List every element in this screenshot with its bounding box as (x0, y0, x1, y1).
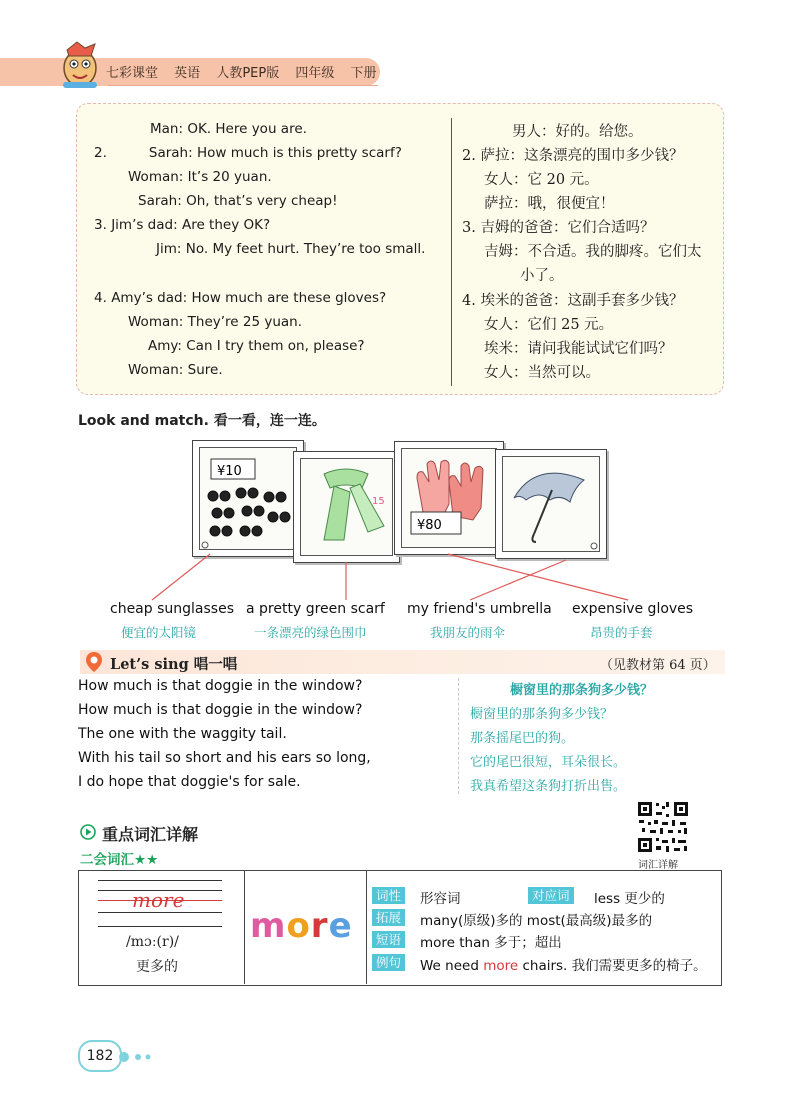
vocab-word-handwritten: more (132, 888, 185, 912)
header-grade: 四年级 (295, 66, 335, 81)
tag-opposite: 对应词 (528, 887, 574, 904)
vocab-extension: many(原级)多的 most(最高级)最多的 (420, 913, 653, 929)
header-volume: 下册 (350, 66, 377, 81)
word-cn: 一条漂亮的绿色围巾 (254, 625, 367, 640)
dialogue-line: Jim: No. My feet hurt. They’re too small. (156, 241, 426, 257)
sing-page-ref: （见教材第 64 页） (600, 658, 716, 673)
vocab-pos: 形容词 (420, 891, 461, 907)
tag-pos: 词性 (372, 887, 405, 904)
dialogue-cn-line: 男人：好的。给您。 (512, 124, 643, 140)
song-cn-line: 那条摇尾巴的狗。 (470, 731, 575, 746)
word-friends-umbrella: my friend's umbrella (407, 601, 552, 617)
play-icon (80, 824, 96, 840)
dialogue-line: Woman: Sure. (128, 362, 223, 378)
dialogue-cn-line: 女人：它 20 元。 (484, 172, 599, 188)
word-cn: 我朋友的雨伞 (430, 625, 506, 640)
vocab-opposite: less 更少的 (594, 891, 665, 907)
dialogue-line: Woman: It’s 20 yuan. (128, 169, 272, 185)
header-series: 七彩课堂 (106, 66, 159, 81)
dialogue-line: 4. Amy’s dad: How much are these gloves? (94, 290, 387, 306)
vocab-word-cell (78, 870, 245, 984)
dialogue-cn-line: 吉姆：不合适。我的脚疼。它们太 (484, 244, 702, 260)
vocab-title: 重点词汇详解 (102, 825, 199, 844)
page-number: 182 (78, 1040, 122, 1072)
sing-title: Let’s sing 唱一唱 (110, 656, 238, 673)
song-line: With his tail so short and his ears so long, (78, 750, 371, 766)
dialogue-cn-line: 萨拉：哦，很便宜！ (484, 196, 615, 212)
vocab-word-art (250, 906, 353, 946)
vocab-level: 二会词汇★★ (80, 852, 159, 868)
art-letter-e: e (328, 906, 353, 946)
song-cn-line: 它的尾巴很短，耳朵很长。 (470, 755, 627, 770)
song-line: The one with the waggity tail. (78, 726, 287, 742)
dialogue-line: Woman: They’re 25 yuan. (128, 314, 303, 330)
qr-code-icon[interactable] (636, 800, 690, 854)
song-line: How much is that doggie in the window? (78, 702, 363, 718)
art-letter-o: o (286, 906, 311, 946)
vocab-art-cell (244, 870, 367, 984)
word-green-scarf: a pretty green scarf (246, 601, 385, 617)
dialogue-line: Man: OK. Here you are. (150, 121, 307, 137)
dialogue-cn-line: 2. 萨拉：这条漂亮的围巾多少钱？ (462, 148, 684, 164)
tag-phrase: 短语 (372, 931, 405, 948)
vocab-phrase: more than 多于；超出 (420, 935, 562, 951)
dialogue-cn-line: 女人：当然可以。 (484, 365, 600, 381)
dialogue-cn-line: 女人：它们 25 元。 (484, 317, 614, 333)
word-cn: 便宜的太阳镜 (121, 625, 197, 640)
word-expensive-gloves: expensive gloves (572, 601, 694, 617)
tag-extension: 拓展 (372, 909, 405, 926)
song-cn-line: 橱窗里的那条狗多少钱？ (470, 707, 614, 722)
dialogue-line: Amy: Can I try them on, please? (148, 338, 365, 354)
vocab-phonetic: /mɔː(r)/ (126, 934, 179, 950)
dialogue-line: 3. Jim’s dad: Are they OK? (94, 217, 271, 233)
song-cn-title: 橱窗里的那条狗多少钱？ (510, 683, 654, 698)
dialogue-line: 2. Sarah: How much is this pretty scarf? (94, 145, 402, 161)
art-letter-m: m (250, 906, 287, 946)
word-cn: 昂贵的手套 (590, 625, 653, 640)
page-dots-icon (118, 1050, 158, 1064)
vocab-meaning: 更多的 (136, 959, 178, 975)
sing-divider (458, 678, 459, 794)
dialogue-cn-line: 3. 吉姆的爸爸：它们合适吗？ (462, 220, 655, 236)
dialogue-cn-line: 小了。 (520, 268, 564, 284)
dialogue-cn-line: 埃米：请问我能试试它们吗？ (484, 341, 673, 357)
song-line: I do hope that doggie's for sale. (78, 774, 301, 790)
price-tag-scarf: 15 (372, 496, 385, 507)
vocab-example: We need more chairs. 我们需要更多的椅子。 (420, 958, 707, 974)
price-tag-sunglasses: ¥10 (217, 464, 242, 479)
location-pin-icon (84, 650, 104, 674)
header-subject: 英语 (174, 66, 201, 81)
art-letter-r: r (310, 906, 329, 946)
dialogue-line: Sarah: Oh, that’s very cheap! (138, 193, 338, 209)
look-match-title: Look and match. 看一看，连一连。 (78, 413, 326, 429)
song-cn-line: 我真希望这条狗打折出售。 (470, 779, 627, 794)
tag-example: 例句 (372, 954, 405, 971)
dialogue-cn-line: 4. 埃米的爸爸：这副手套多少钱？ (462, 293, 684, 309)
price-tag-gloves: ¥80 (417, 518, 442, 533)
qr-caption: 词汇详解 (638, 860, 678, 871)
song-line: How much is that doggie in the window? (78, 678, 363, 694)
word-cheap-sunglasses: cheap sunglasses (110, 601, 234, 617)
header-edition: 人教PEP版 (216, 66, 280, 81)
